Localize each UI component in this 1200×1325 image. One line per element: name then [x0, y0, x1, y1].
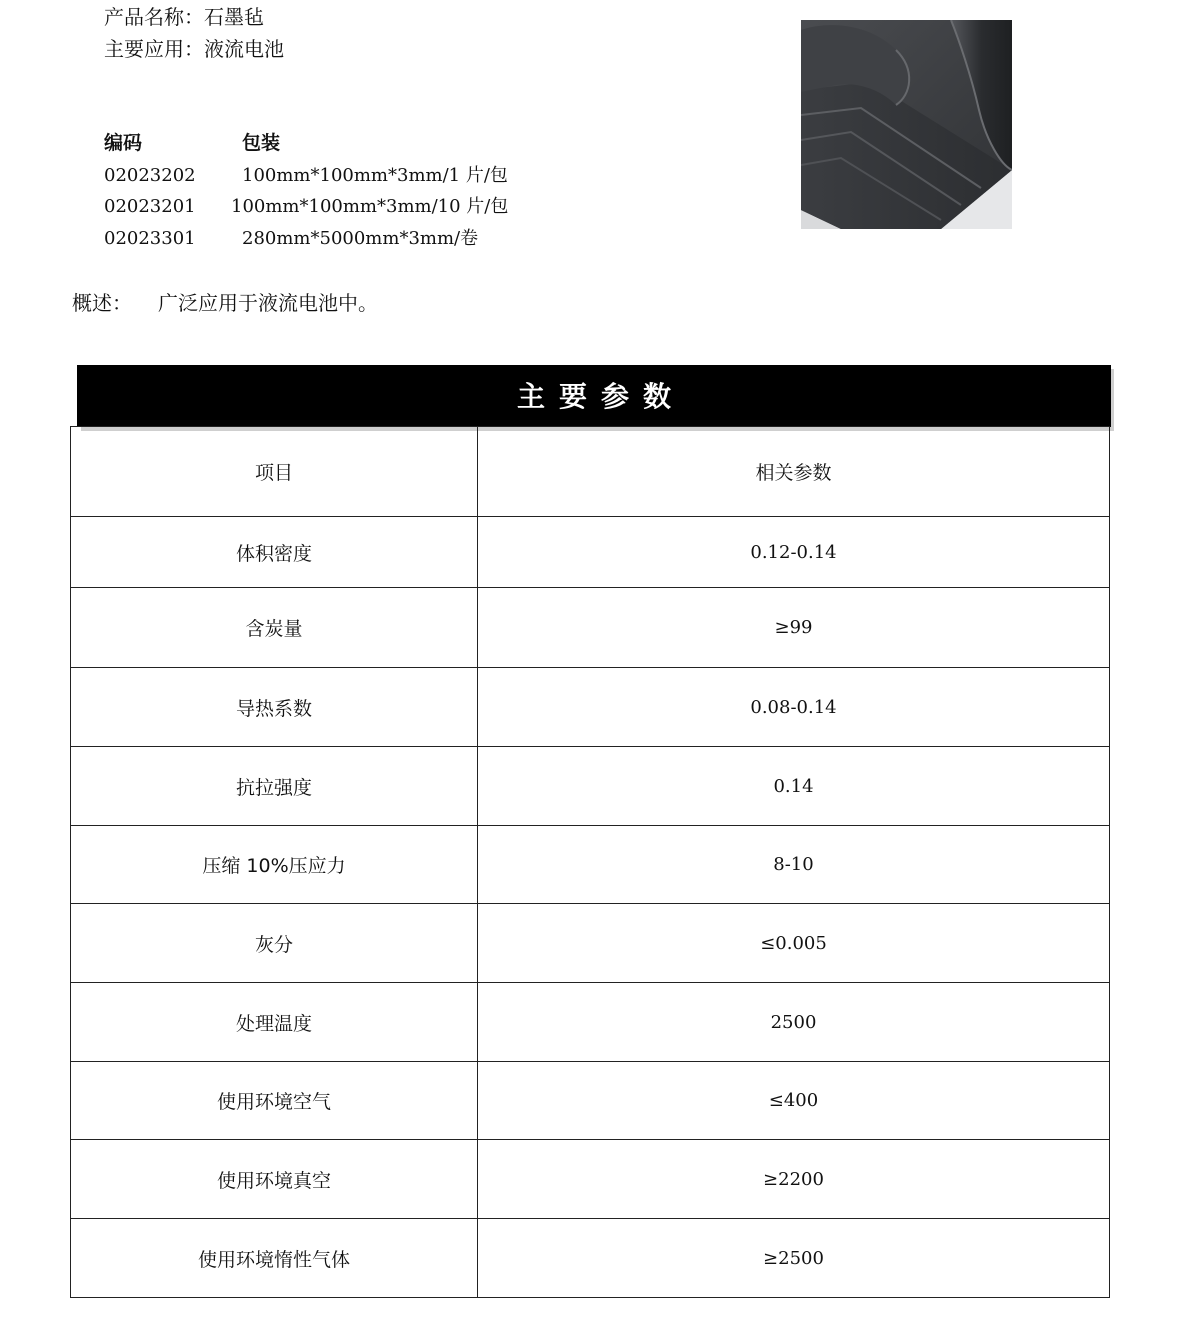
package-value: 280mm*5000mm*3mm/卷 [242, 227, 479, 249]
param-name: 导热系数 [71, 668, 478, 747]
param-name: 使用环境空气 [71, 1062, 478, 1140]
table-row [71, 904, 1110, 983]
table-row [71, 517, 1110, 588]
felt-image-icon [801, 20, 1012, 229]
table-row [71, 747, 1110, 826]
param-value: 8-10 [478, 826, 1110, 904]
param-value: 0.14 [478, 747, 1110, 826]
params-table [70, 426, 1110, 1298]
table-row [71, 1219, 1110, 1298]
product-name: 产品名称：石墨毡 [104, 5, 264, 29]
param-name: 灰分 [71, 904, 478, 983]
code-column-header: 编码 [104, 132, 143, 154]
param-name: 抗拉强度 [71, 747, 478, 826]
code-value: 02023202 [104, 164, 196, 186]
param-name: 压缩 10%压应力 [71, 826, 478, 904]
param-value: ≤400 [478, 1062, 1110, 1140]
param-name: 使用环境惰性气体 [71, 1219, 478, 1298]
code-value: 02023201 [104, 196, 196, 217]
table-row [71, 1140, 1110, 1219]
overview-label: 概述： [72, 291, 132, 315]
param-value: 2500 [478, 983, 1110, 1062]
package-value: 100mm*100mm*3mm/10 片/包 [231, 196, 509, 217]
overview-text: 广泛应用于液流电池中。 [158, 291, 378, 315]
table-row [71, 983, 1110, 1062]
code-value: 02023301 [104, 227, 196, 249]
table-row [71, 826, 1110, 904]
param-name: 处理温度 [71, 983, 478, 1062]
item-column-header: 项目 [71, 427, 478, 517]
package-column-header: 包装 [242, 132, 281, 154]
params-banner-title: 主要参数 [77, 365, 1111, 427]
table-row [71, 1062, 1110, 1140]
package-value: 100mm*100mm*3mm/1 片/包 [242, 164, 508, 186]
param-value: ≥2200 [478, 1140, 1110, 1219]
param-value: 0.08-0.14 [478, 668, 1110, 747]
param-name: 使用环境真空 [71, 1140, 478, 1219]
param-value: 0.12-0.14 [478, 517, 1110, 588]
overview [72, 289, 378, 317]
graphite-felt-photo [801, 20, 1012, 229]
param-value: ≤0.005 [478, 904, 1110, 983]
param-name: 含炭量 [71, 588, 478, 668]
param-name: 体积密度 [71, 517, 478, 588]
table-row [71, 588, 1110, 668]
params-header-row [71, 427, 1110, 517]
param-value: ≥2500 [478, 1219, 1110, 1298]
value-column-header: 相关参数 [478, 427, 1110, 517]
table-row [71, 668, 1110, 747]
param-value: ≥99 [478, 588, 1110, 668]
main-application: 主要应用：液流电池 [104, 37, 284, 61]
